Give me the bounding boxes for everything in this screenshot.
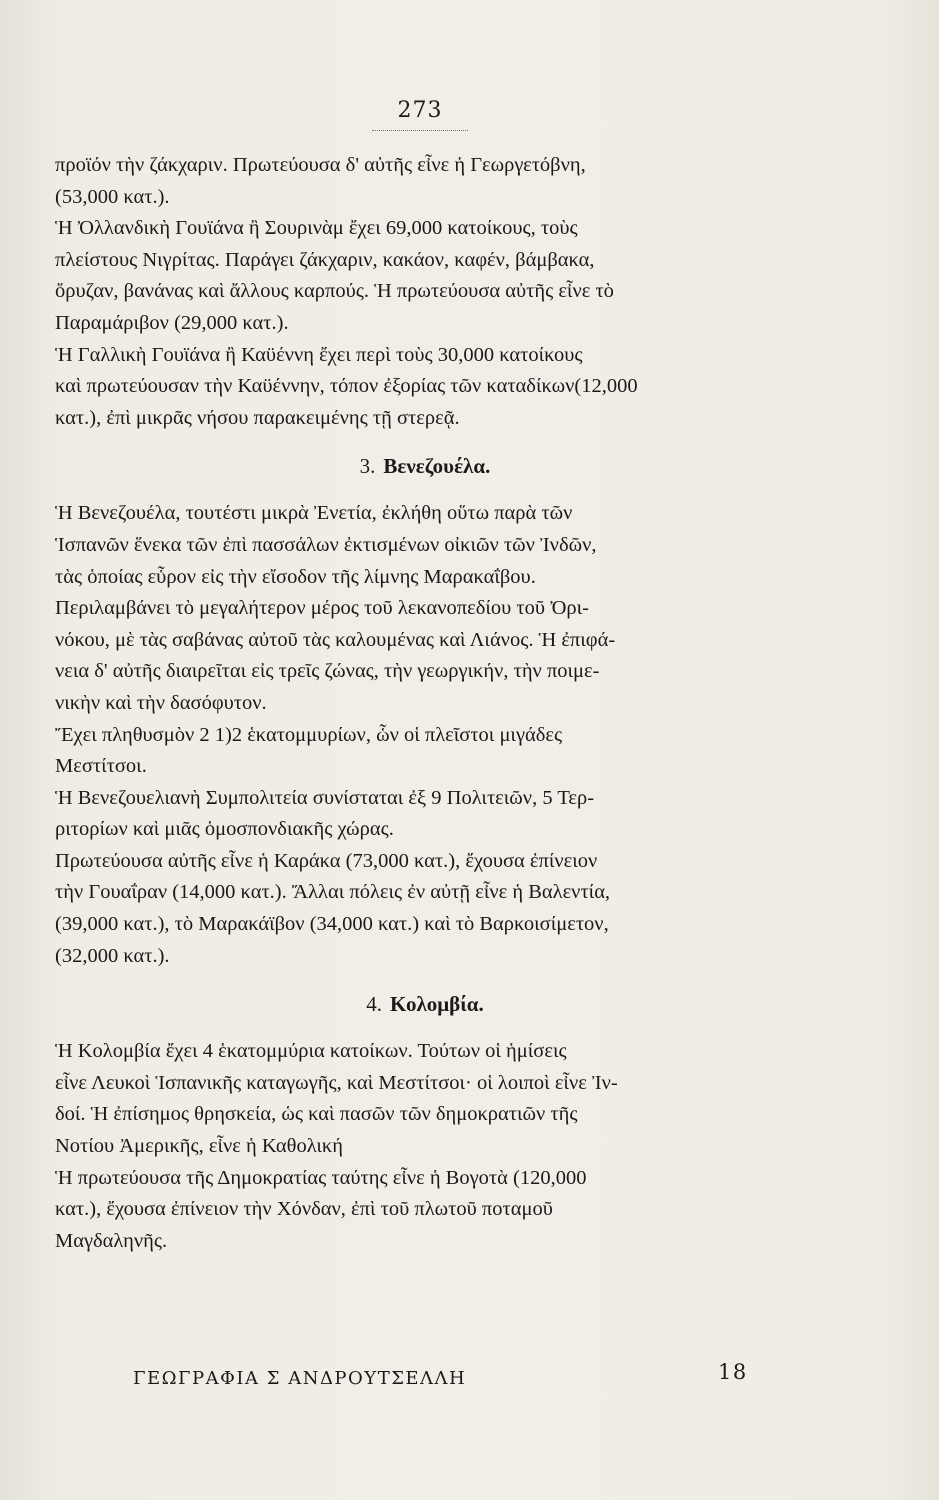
section-venezuela: [55, 498, 795, 972]
text-line: τὴν Γουαΐραν (14,000 κατ.). Ἄλλαι πόλεις ἐν αὐτῇ εἶνε ἡ Βαλεντία,: [55, 881, 611, 904]
text-line: Ἡ Γαλλικὴ Γουϊάνα ἢ Καϋέννη ἔχει περὶ τοὺς 30,000 κατοίκους: [55, 343, 583, 366]
text-line: Παραμάριβον (29,000 κατ.).: [55, 311, 289, 334]
page-number-rule: [372, 130, 468, 131]
footer-book-title: ΓΕΩΓΡΑΦΙΑ Σ ΑΝΔΡΟΥΤΣΕΛΛΗ: [133, 1368, 467, 1389]
text-line: Πρωτεύουσα αὐτῆς εἶνε ἡ Καράκα (73,000 κατ.), ἔχουσα ἐπίνειον: [55, 849, 598, 872]
signature-mark: 18: [718, 1360, 748, 1384]
text-line: νεια δ' αὐτῆς διαιρεῖται εἰς τρεῖς ζώνας, τὴν γεωργικήν, τὴν ποιμε-: [55, 660, 600, 683]
text-line: Ἡ πρωτεύουσα τῆς Δημοκρατίας ταύτης εἶνε ἡ Βογοτὰ (120,000: [55, 1166, 587, 1189]
section-heading-venezuela: [55, 448, 795, 484]
text-line: Ἔχει πληθυσμὸν 2 1)2 ἑκατομμυρίων, ὧν οἱ πλεῖστοι μιγάδες: [55, 723, 563, 746]
text-line: εἶνε Λευκοὶ Ἱσπανικῆς καταγωγῆς, καὶ Μεστίτσοι· οἱ λοιποὶ εἶνε Ἰν-: [55, 1071, 618, 1094]
section-colombia: [55, 1036, 795, 1257]
section-title: Βενεζουέλα.: [383, 454, 491, 479]
text-line: Ἡ Βενεζουελιανὴ Συμπολιτεία συνίσταται ἐξ 9 Πολιτειῶν, 5 Τερ-: [55, 786, 595, 809]
text-line: Περιλαμβάνει τὸ μεγαλήτερον μέρος τοῦ λεκανοπεδίου τοῦ Ὀρι-: [55, 597, 589, 620]
text-line: Ἡ Βενεζουέλα, τουτέστι μικρὰ Ἐνετία, ἐκλήθη οὕτω παρὰ τῶν: [55, 502, 573, 525]
text-line: ὄρυζαν, βανάνας καὶ ἄλλους καρπούς. Ἡ πρωτεύουσα αὐτῆς εἶνε τὸ: [55, 280, 614, 303]
text-line: δοί. Ἡ ἐπίσημος θρησκεία, ὡς καὶ πασῶν τῶν δημοκρατιῶν τῆς: [55, 1103, 578, 1126]
text-line: Ἱσπανῶν ἕνεκα τῶν ἐπὶ πασσάλων ἐκτισμένων οἰκιῶν τῶν Ἰνδῶν,: [55, 533, 597, 556]
section-number: 3.: [359, 454, 376, 479]
text-line: πλείστους Νιγρίτας. Παράγει ζάκχαριν, κακάον, καφέν, βάμβακα,: [55, 248, 595, 271]
text-line: (39,000 κατ.), τὸ Μαρακάϊβον (34,000 κατ.) καὶ τὸ Βαρκοισίμετον,: [55, 913, 609, 936]
text-line: κατ.), ἐπὶ μικρᾶς νήσου παρακειμένης τῇ στερεᾷ.: [55, 406, 460, 429]
page-number: 273: [397, 98, 443, 123]
text-line: Νοτίου Ἀμερικῆς, εἶνε ἡ Καθολική: [55, 1135, 343, 1158]
text-line: ριτορίων καὶ μιᾶς ὁμοσπονδιακῆς χώρας.: [55, 818, 394, 841]
section-heading-colombia: [55, 986, 795, 1022]
text-line: (53,000 κατ.).: [55, 185, 170, 208]
text-line: κατ.), ἔχουσα ἐπίνειον τὴν Χόνδαν, ἐπὶ τοῦ πλωτοῦ ποταμοῦ: [55, 1198, 553, 1221]
spacer: [55, 484, 795, 498]
spacer: [55, 1022, 795, 1036]
text-line: Ἡ Ὀλλανδικὴ Γουϊάνα ἢ Σουρινὰμ ἔχει 69,000 κατοίκους, τοὺς: [55, 217, 578, 240]
text-line: νικὴν καὶ τὴν δασόφυτον.: [55, 691, 267, 714]
text-line: Μεστίτσοι.: [55, 755, 147, 778]
text-line: προϊόν τὴν ζάκχαριν. Πρωτεύουσα δ' αὐτῆς εἶνε ἡ Γεωργετόβνη,: [55, 154, 586, 176]
text-line: Μαγδαληνῆς.: [55, 1229, 168, 1252]
section-number: 4.: [366, 992, 383, 1017]
text-line: καὶ πρωτεύουσαν τὴν Καϋέννην, τόπον ἐξορίας τῶν καταδίκων(12,000: [55, 375, 638, 398]
spacer: [55, 434, 795, 448]
text-line: (32,000 κατ.).: [55, 944, 170, 967]
text-line: Ἡ Κολομβία ἔχει 4 ἑκατομμύρια κατοίκων. Τούτων οἱ ἡμίσεις: [55, 1040, 567, 1063]
text-line: νόκου, μὲ τὰς σαβάνας αὐτοῦ τὰς καλουμένας καὶ Λιάνος. Ἡ ἐπιφά-: [55, 628, 616, 651]
body-text: [55, 150, 795, 1257]
section-title: Κολομβία.: [390, 992, 484, 1017]
spacer: [55, 972, 795, 986]
text-line: τὰς ὁποίας εὗρον εἰς τὴν εἴσοδον τῆς λίμνης Μαρακαΐβου.: [55, 565, 536, 588]
section-guianas: [55, 150, 795, 434]
